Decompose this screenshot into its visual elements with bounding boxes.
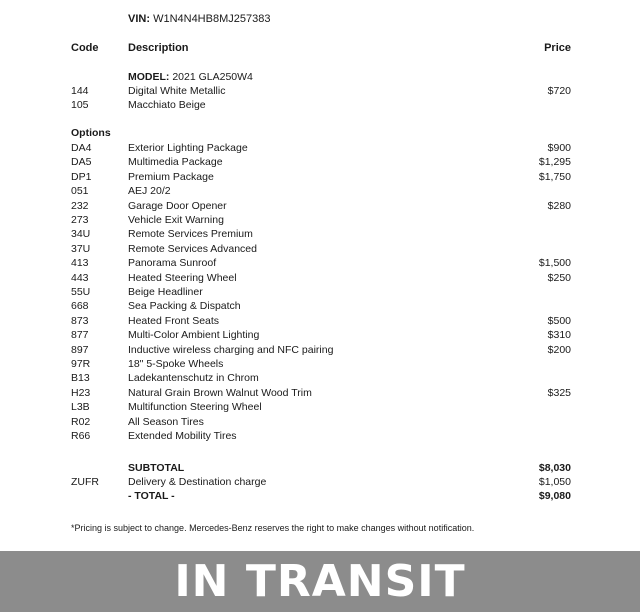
line-item-row bbox=[0, 271, 640, 285]
line-item-row bbox=[0, 242, 640, 256]
line-item-row bbox=[0, 213, 640, 227]
total-price: $9,080 bbox=[538, 490, 571, 502]
line-item-row bbox=[0, 299, 640, 313]
line-item-price: $1,750 bbox=[538, 170, 571, 183]
subtotal-row bbox=[0, 461, 640, 475]
line-item-description: Extended Mobility Tires bbox=[128, 430, 237, 442]
line-item-code: 97R bbox=[71, 358, 91, 370]
line-item-code: 37U bbox=[71, 242, 91, 255]
vin-label: VIN: bbox=[128, 13, 150, 25]
line-item-description: Beige Headliner bbox=[128, 286, 203, 298]
line-item-row bbox=[0, 415, 640, 429]
line-item-price: $1,295 bbox=[538, 156, 571, 169]
line-item-code: 051 bbox=[71, 185, 89, 198]
line-item-price: $325 bbox=[547, 386, 571, 399]
line-item-code: DA5 bbox=[71, 156, 92, 169]
line-item-code: DA4 bbox=[71, 142, 92, 154]
line-item-row bbox=[0, 343, 640, 357]
model-row bbox=[0, 70, 640, 84]
line-item-description: Multimedia Package bbox=[128, 156, 223, 169]
line-item-description: Inductive wireless charging and NFC pairing bbox=[128, 343, 334, 356]
line-item-description: Remote Services Premium bbox=[128, 228, 253, 241]
line-item-row bbox=[0, 400, 640, 414]
line-item-description: Garage Door Opener bbox=[128, 199, 227, 212]
line-item-row bbox=[0, 429, 640, 443]
subtotal-label: SUBTOTAL bbox=[128, 462, 185, 474]
delivery-price: $1,050 bbox=[538, 476, 571, 488]
line-item-description: Multi-Color Ambient Lighting bbox=[128, 329, 260, 342]
line-item-row bbox=[0, 84, 640, 98]
delivery-row bbox=[0, 475, 640, 489]
line-item-row bbox=[0, 256, 640, 270]
line-item-description: Heated Front Seats bbox=[128, 314, 220, 327]
line-item-price: $900 bbox=[547, 142, 571, 154]
line-item-price: $200 bbox=[547, 343, 571, 356]
line-item-price: $310 bbox=[547, 329, 571, 342]
line-item-row bbox=[0, 184, 640, 198]
line-item-description: Digital White Metallic bbox=[128, 85, 226, 97]
model-value: 2021 GLA250W4 bbox=[172, 71, 253, 83]
line-item-row bbox=[0, 386, 640, 400]
options-title: Options bbox=[71, 127, 111, 139]
total-row bbox=[0, 489, 640, 503]
line-item-description: Sea Packing & Dispatch bbox=[128, 300, 241, 313]
line-item-description: Natural Grain Brown Walnut Wood Trim bbox=[128, 386, 312, 399]
pricing-footnote: *Pricing is subject to change. Mercedes-Benz reserves the right to make changes without notification. bbox=[71, 523, 475, 533]
line-item-code: 144 bbox=[71, 85, 89, 97]
column-header-description: Description bbox=[128, 42, 189, 54]
line-item-code: 34U bbox=[71, 228, 91, 241]
line-item-description: Macchiato Beige bbox=[128, 99, 206, 112]
line-item-code: R66 bbox=[71, 430, 91, 442]
line-item-price: $720 bbox=[547, 85, 571, 97]
line-item-row bbox=[0, 98, 640, 112]
line-item-code: H23 bbox=[71, 386, 91, 399]
line-item-code: 873 bbox=[71, 314, 89, 327]
line-item-code: 413 bbox=[71, 257, 89, 270]
line-item-code: L3B bbox=[71, 401, 90, 414]
line-item-code: 55U bbox=[71, 286, 91, 298]
line-item-description: Remote Services Advanced bbox=[128, 242, 257, 255]
line-item-description: Exterior Lighting Package bbox=[128, 142, 248, 154]
line-item-price: $250 bbox=[547, 271, 571, 284]
line-item-row bbox=[0, 141, 640, 155]
line-item-price: $500 bbox=[547, 314, 571, 327]
vin-line bbox=[128, 13, 270, 25]
line-item-price: $280 bbox=[547, 199, 571, 212]
line-item-code: 105 bbox=[71, 99, 89, 112]
line-item-code: B13 bbox=[71, 372, 90, 385]
line-item-description: 18" 5-Spoke Wheels bbox=[128, 358, 224, 370]
line-item-code: 877 bbox=[71, 329, 89, 342]
line-item-description: AEJ 20/2 bbox=[128, 185, 171, 198]
line-item-row bbox=[0, 314, 640, 328]
line-item-code: 897 bbox=[71, 343, 89, 356]
line-item-description: Multifunction Steering Wheel bbox=[128, 401, 262, 414]
line-item-row bbox=[0, 227, 640, 241]
line-item-code: 232 bbox=[71, 199, 89, 212]
column-header-price: Price bbox=[544, 42, 571, 54]
subtotal-price: $8,030 bbox=[538, 462, 571, 474]
line-item-code: 443 bbox=[71, 271, 89, 284]
total-label: - TOTAL - bbox=[128, 490, 175, 502]
line-item-description: Heated Steering Wheel bbox=[128, 271, 237, 284]
line-item-description: All Season Tires bbox=[128, 415, 204, 428]
line-item-row bbox=[0, 357, 640, 371]
line-item-row bbox=[0, 285, 640, 299]
line-item-description: Premium Package bbox=[128, 170, 214, 183]
line-item-row bbox=[0, 371, 640, 385]
line-item-code: R02 bbox=[71, 415, 91, 428]
in-transit-banner: IN TRANSIT bbox=[0, 551, 640, 612]
line-item-code: 668 bbox=[71, 300, 89, 313]
line-item-row bbox=[0, 155, 640, 169]
line-item-row bbox=[0, 199, 640, 213]
column-header-code: Code bbox=[71, 42, 99, 54]
delivery-code: ZUFR bbox=[71, 476, 99, 488]
line-item-price: $1,500 bbox=[538, 257, 571, 270]
delivery-desc: Delivery & Destination charge bbox=[128, 476, 267, 488]
line-item-description: Panorama Sunroof bbox=[128, 257, 217, 270]
line-item-row bbox=[0, 170, 640, 184]
line-item-code: DP1 bbox=[71, 170, 92, 183]
vin-value: W1N4N4HB8MJ257383 bbox=[153, 13, 271, 25]
line-item-description: Vehicle Exit Warning bbox=[128, 214, 224, 226]
model-label: MODEL: bbox=[128, 71, 170, 83]
line-item-description: Ladekantenschutz in Chrom bbox=[128, 372, 259, 385]
line-item-row bbox=[0, 328, 640, 342]
line-item-code: 273 bbox=[71, 214, 89, 226]
